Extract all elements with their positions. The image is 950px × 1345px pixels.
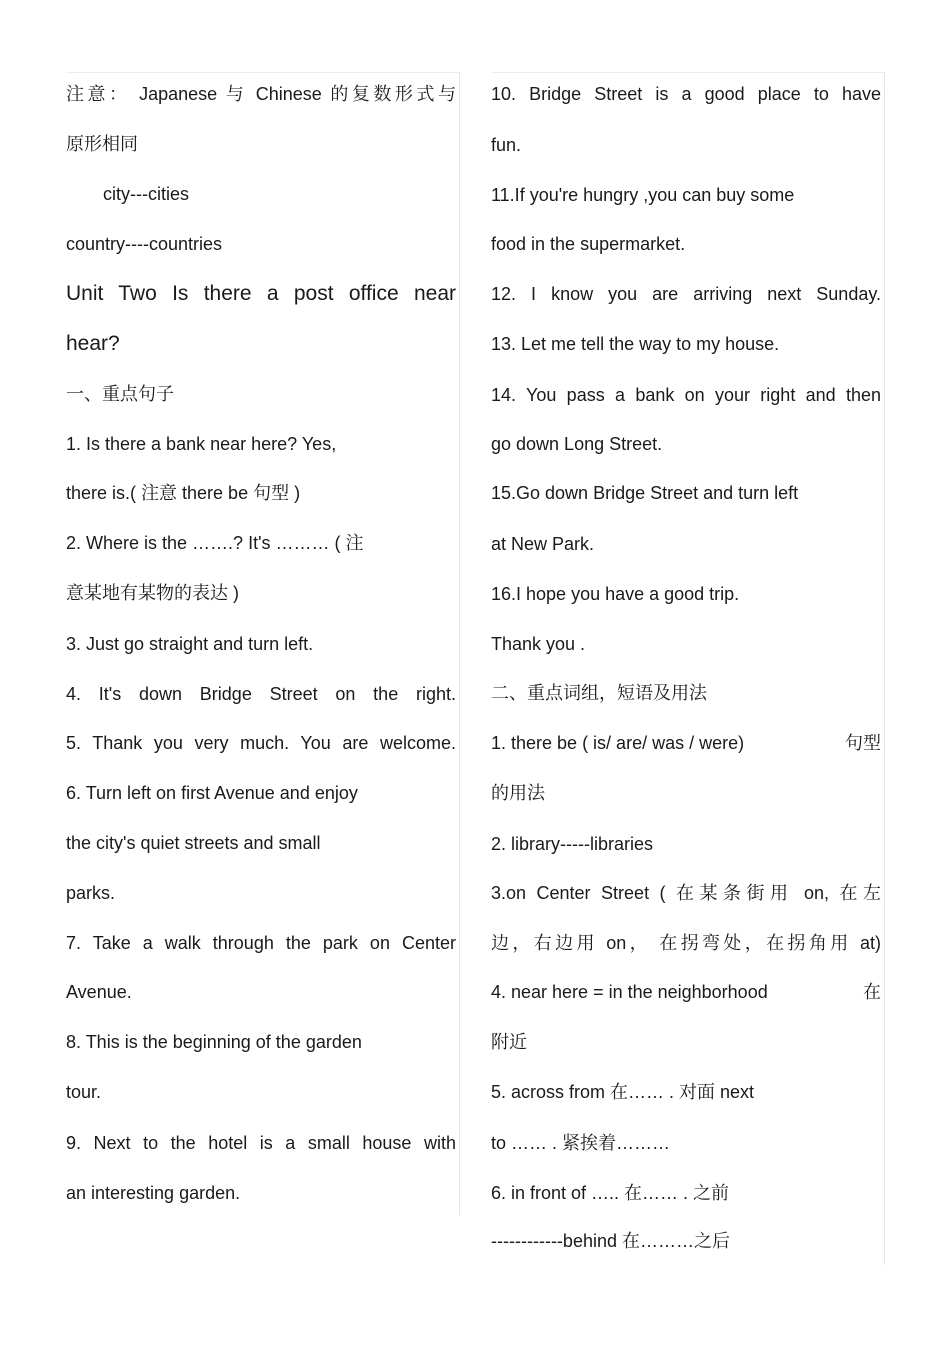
phrase-2: 2. library-----libraries [491,834,654,854]
sentence-4: 4. It's down Bridge Street on the right. [66,684,456,704]
phrase-1 [491,732,881,754]
sentence-6: 6. Turn left on first Avenue and enjoy [66,783,358,803]
phrase-4-text: 4. near here = in the neighborhood [491,982,768,1002]
right-column [491,72,885,1265]
sentence-6-end: parks. [66,883,116,903]
unit-title: Unit Two Is there a post office near [66,282,456,305]
sentence-1: 1. Is there a bank near here? Yes, [66,434,337,454]
sentence-9: 9. Next to the hotel is a small house with [66,1133,456,1153]
sentence-13: 13. Let me tell the way to my house. [491,334,780,354]
sentence-9-cont: an interesting garden. [66,1183,241,1203]
phrase-1-cont: 的用法 [491,783,545,803]
phrase-3-cont: 边，右边用 on， 在拐弯处，在拐角用 at) [491,933,881,953]
sentence-1-cont: there is.( 注意 there be 句型 ) [66,483,301,503]
sentence-11: 11.If you're hungry ,you can buy some [491,185,795,205]
sentence-3: 3. Just go straight and turn left. [66,634,314,654]
phrase-6: 6. in front of ….. 在…… . 之前 [491,1183,730,1203]
sentence-11-cont: food in the supermarket. [491,234,686,254]
closing-thanks: Thank you . [491,634,586,654]
phrase-1-suffix: 句型 [845,733,881,753]
note-line: 注意： Japanese 与 Chinese 的复数形式与 [66,84,456,104]
sentence-6-cont: the city's quiet streets and small [66,833,321,853]
sentence-2-cont: 意某地有某物的表达 ) [66,583,239,603]
phrase-6-cont: ------------behind 在………之后 [491,1231,730,1251]
section-heading-phrases: 二、重点词组，短语及用法 [491,683,707,703]
sentence-10: 10. Bridge Street is a good place to have [491,84,881,104]
note-line-cont: 原形相同 [66,134,138,154]
unit-title-cont: hear? [66,332,120,355]
phrase-4-cont: 附近 [491,1032,527,1052]
sentence-8-cont: tour. [66,1082,102,1102]
sentence-15-cont: at New Park. [491,534,595,554]
phrase-4 [491,981,881,1003]
phrase-1-text: 1. there be ( is/ are/ was / were) [491,733,745,753]
sentence-7-cont: Avenue. [66,982,132,1002]
sentence-8: 8. This is the beginning of the garden [66,1032,362,1052]
sentence-5: 5. Thank you very much. You are welcome. [66,733,456,753]
sentence-2: 2. Where is the …….? It's ……… ( 注 [66,533,364,553]
phrase-5: 5. across from 在…… . 对面 next [491,1082,755,1102]
left-column [66,72,460,1215]
plural-example-country: country----countries [66,234,223,254]
section-heading-sentences: 一、重点句子 [66,384,174,404]
sentence-7: 7. Take a walk through the park on Center [66,933,456,953]
phrase-4-suffix: 在 [863,982,881,1002]
sentence-14-cont: go down Long Street. [491,434,663,454]
phrase-5-cont: to …… . 紧挨着……… [491,1133,671,1153]
sentence-14: 14. You pass a bank on your right and then [491,385,881,405]
phrase-3: 3.on Center Street ( 在某条街用 on, 在左 [491,883,881,903]
sentence-10-cont: fun. [491,135,522,155]
sentence-12: 12. I know you are arriving next Sunday. [491,284,881,304]
plural-example-city: city---cities [103,184,189,204]
sentence-15: 15.Go down Bridge Street and turn left [491,483,799,503]
sentence-16: 16.I hope you have a good trip. [491,584,740,604]
